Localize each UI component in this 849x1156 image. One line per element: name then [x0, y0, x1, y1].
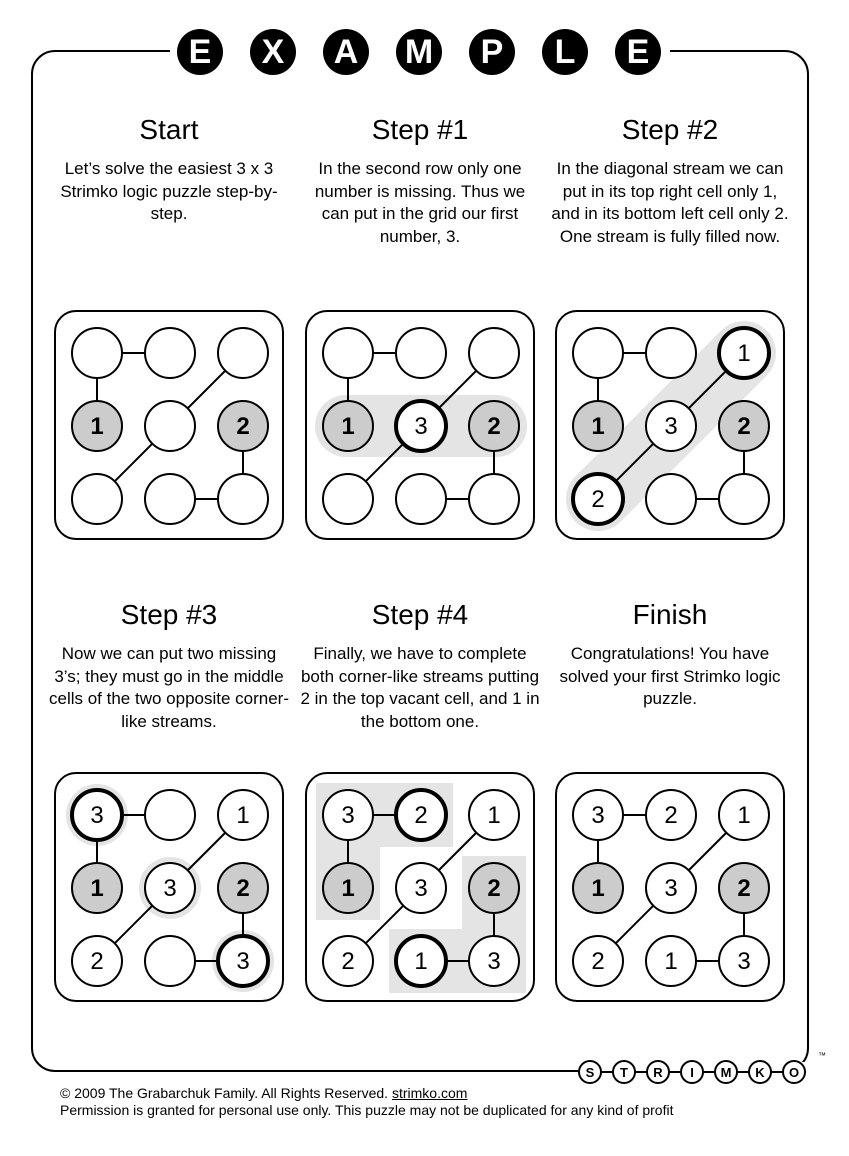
cell-number: 3: [487, 948, 501, 975]
step-description: In the diagonal stream we can put in its top right cell only 1, and in its bottom left cell only 2. One stream is fully filled now.: [551, 159, 789, 246]
title-letter: E: [615, 29, 661, 75]
cell-number: 1: [90, 875, 104, 902]
cell-number: 1: [236, 802, 250, 829]
step-title: Start: [139, 114, 199, 145]
grid-cell: [72, 328, 122, 378]
cell-number: 2: [236, 413, 250, 440]
grid-cell: [218, 328, 268, 378]
grid-cell: [469, 474, 519, 524]
cell-number: 3: [591, 802, 605, 829]
copyright-line: [60, 1085, 467, 1102]
cell-number: 2: [236, 875, 250, 902]
cell-number: 3: [341, 802, 355, 829]
step-description: In the second row only one number is missing. Thus we can put in the grid our first number, 3.: [314, 159, 526, 246]
cell-number: 2: [737, 413, 751, 440]
trademark-symbol: ™: [818, 1051, 826, 1060]
grid-cell: [145, 401, 195, 451]
step-5: [300, 597, 540, 733]
cell-number: 3: [664, 875, 678, 902]
step-6: [550, 597, 790, 711]
puzzle-grid: [555, 772, 785, 1002]
cell-number: 3: [737, 948, 751, 975]
step-description: Let’s solve the easiest 3 x 3 Strimko logic puzzle step-by-step.: [60, 159, 278, 223]
permission-text: Permission is granted for personal use only. This puzzle may not be duplicated for any kind of profit: [60, 1102, 674, 1118]
cell-number: 3: [414, 875, 428, 902]
grid-cell: [323, 328, 373, 378]
cell-number: 3: [90, 802, 104, 829]
cell-number: 2: [487, 413, 501, 440]
cell-number: 3: [414, 413, 428, 440]
cell-number: 1: [591, 413, 605, 440]
cell-number: 1: [90, 413, 104, 440]
step-3: [550, 112, 790, 248]
cell-number: 2: [90, 948, 104, 975]
brand-letter: R: [646, 1060, 670, 1084]
cell-number: 1: [487, 802, 501, 829]
cell-number: 1: [341, 413, 355, 440]
grid-cell: [218, 474, 268, 524]
cell-number: 1: [414, 948, 428, 975]
strimko-link[interactable]: strimko.com: [391, 1085, 468, 1101]
cell-number: 2: [737, 875, 751, 902]
puzzle-grid: [305, 772, 535, 1002]
grid-cell: [396, 474, 446, 524]
cell-number: 1: [737, 340, 751, 367]
grid-cell: [646, 328, 696, 378]
cell-number: 1: [664, 948, 678, 975]
grid-cell: [145, 936, 195, 986]
grid-cell: [469, 328, 519, 378]
copyright-text: © 2009 The Grabarchuk Family. All Rights Reserved.: [60, 1085, 389, 1101]
step-title: Step #2: [621, 114, 719, 145]
cell-number: 3: [664, 413, 678, 440]
brand-letter: T: [612, 1060, 636, 1084]
cell-number: 2: [591, 948, 605, 975]
title-letter: E: [177, 29, 223, 75]
grid-cell: [145, 790, 195, 840]
title-letter: A: [323, 29, 369, 75]
grid-cell: [646, 474, 696, 524]
cell-number: 2: [664, 802, 678, 829]
brand-letter: I: [680, 1060, 704, 1084]
step-title: Step #1: [371, 114, 469, 145]
strimko-logo: [578, 1060, 828, 1084]
brand-letter: M: [714, 1060, 738, 1084]
title-letter: L: [542, 29, 588, 75]
cell-number: 1: [341, 875, 355, 902]
puzzle-grid: [305, 310, 535, 540]
grid-cell: [719, 474, 769, 524]
brand-letter: O: [782, 1060, 806, 1084]
cell-number: 2: [487, 875, 501, 902]
step-title: Step #4: [371, 599, 469, 630]
step-description: Finally, we have to complete both corner-like streams putting 2 in the top vacant cell, and 1 in the bottom one.: [300, 644, 540, 731]
step-description: Congratulations! You have solved your first Strimko logic puzzle.: [559, 644, 781, 708]
title-letter: P: [469, 29, 515, 75]
step-4: [49, 597, 289, 733]
step-title: Finish: [632, 599, 708, 630]
cell-number: 3: [236, 948, 250, 975]
step-1: [49, 112, 289, 226]
title-letter: X: [250, 29, 296, 75]
grid-cell: [145, 328, 195, 378]
brand-letter: K: [748, 1060, 772, 1084]
cell-number: 3: [163, 875, 177, 902]
grid-cell: [396, 328, 446, 378]
cell-number: 2: [341, 948, 355, 975]
cell-number: 1: [591, 875, 605, 902]
step-description: Now we can put two missing 3’s; they must go in the middle cells of the two opposite corner-like streams.: [49, 644, 290, 731]
grid-cell: [573, 328, 623, 378]
step-title: Step #3: [120, 599, 218, 630]
puzzle-grid: [54, 310, 284, 540]
cell-number: 2: [414, 802, 428, 829]
title-letter: M: [396, 29, 442, 75]
step-2: [300, 112, 540, 248]
puzzle-grid: [54, 772, 284, 1002]
puzzle-grid: [555, 310, 785, 540]
grid-cell: [72, 474, 122, 524]
brand-letter: S: [578, 1060, 602, 1084]
grid-cell: [323, 474, 373, 524]
cell-number: 1: [737, 802, 751, 829]
cell-number: 2: [591, 486, 605, 513]
grid-cell: [145, 474, 195, 524]
